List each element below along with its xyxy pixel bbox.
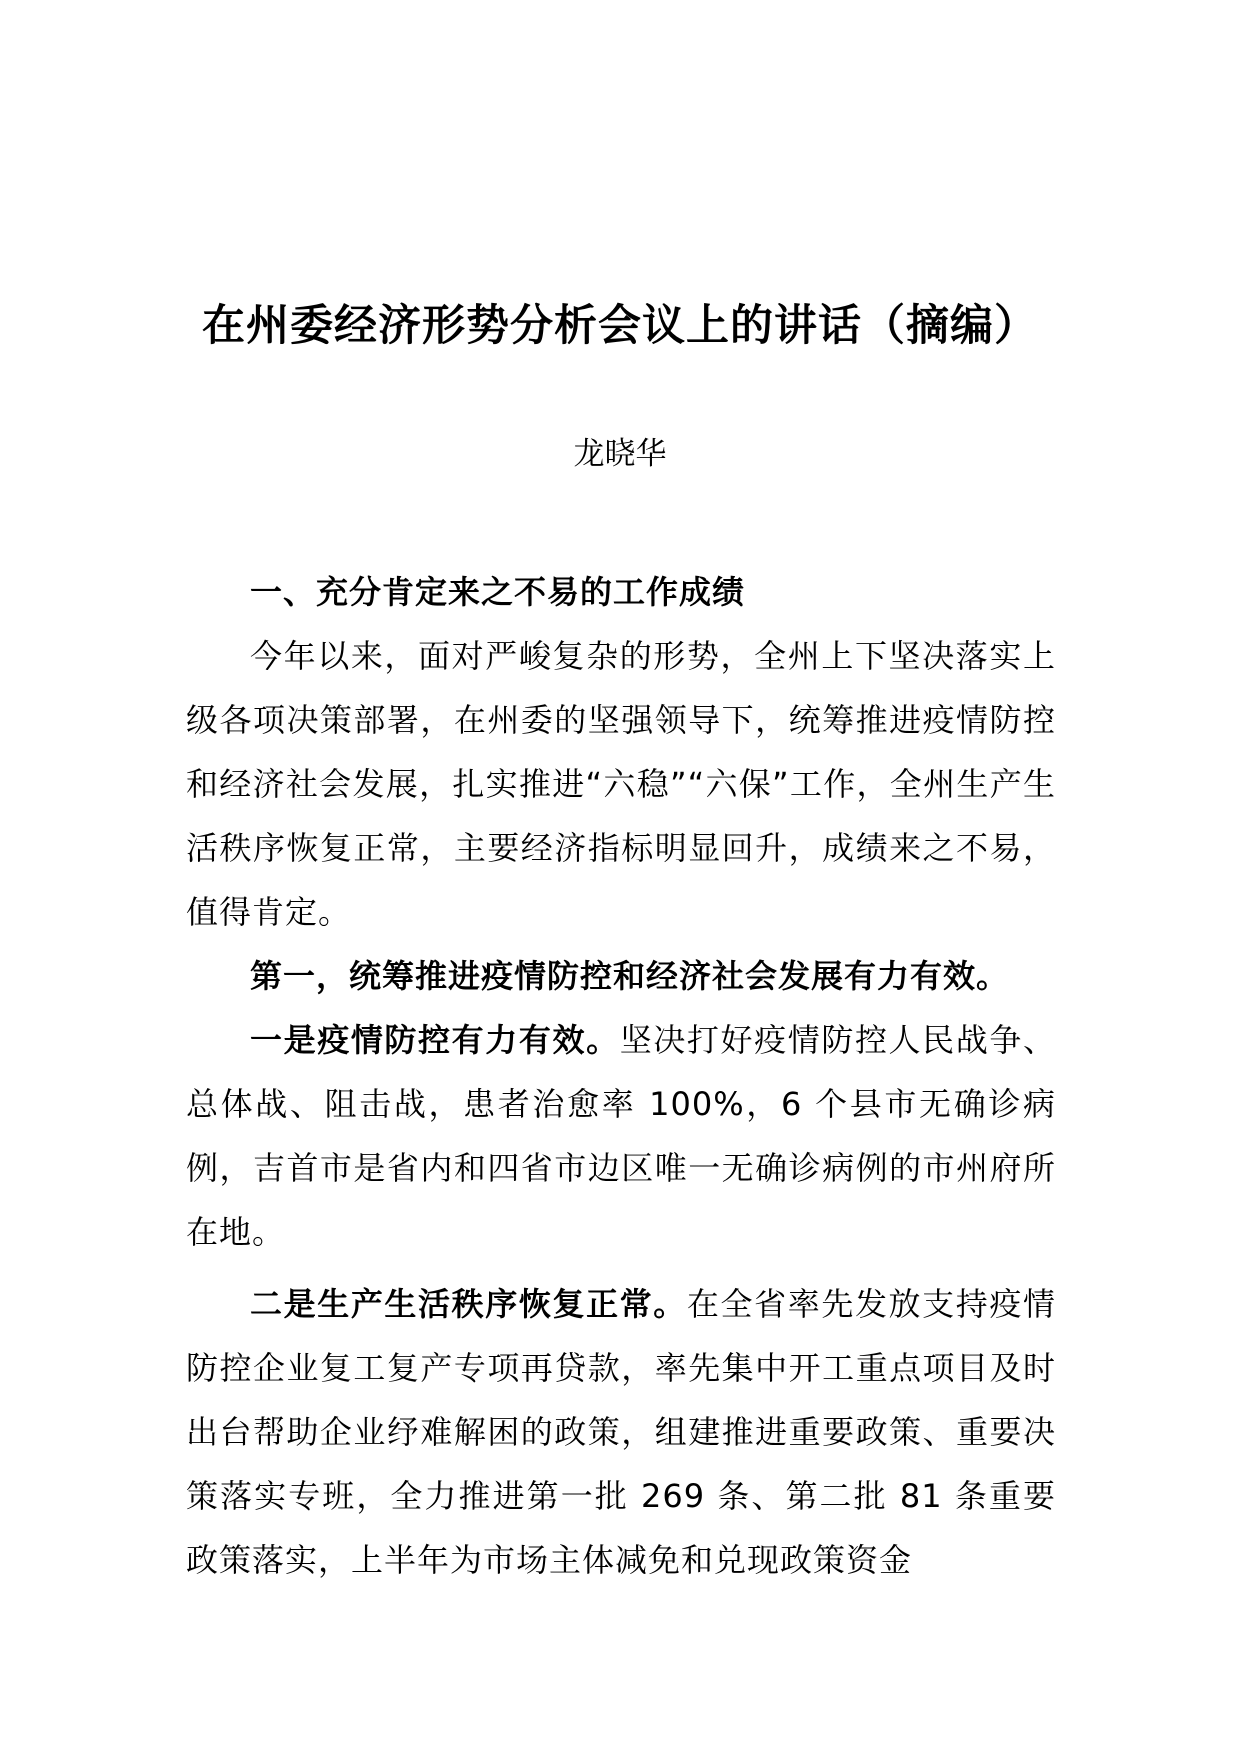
item-paragraph-2 [186, 1272, 1056, 1592]
intro-paragraph: 今年以来，面对严峻复杂的形势，全州上下坚决落实上级各项决策部署，在州委的坚强领导下，统筹推进疫情防控和经济社会发展，扎实推进“六稳”“六保”工作，全州生产生活秩序恢复正常，主要经济指标明显回升，成绩来之不易，值得肯定。 [186, 637, 1056, 931]
item-paragraph-1 [186, 1008, 1056, 1264]
item-text-2: 在全省率先发放支持疫情防控企业复工复产专项再贷款，率先集中开工重点项目及时出台帮助企业纾难解困的政策，组建推进重要政策、重要决策落实专班，全力推进第一批 269 条、第二批 81 条重要政策落实，上半年为市场主体减免和兑现政策资金 [186, 1285, 1056, 1579]
document-title: 在州委经济形势分析会议上的讲话（摘编） [202, 301, 1038, 351]
point-heading: 第一，统筹推进疫情防控和经济社会发展有力有效。 [250, 957, 1010, 995]
item-lead-1: 一是疫情防控有力有效。 [250, 1021, 620, 1059]
document-author: 龙晓华 [573, 436, 667, 472]
section-heading: 一、充分肯定来之不易的工作成绩 [250, 573, 746, 611]
item-text-1: 坚决打好疫情防控人民战争、总体战、阻击战，患者治愈率 100%，6 个县市无确诊病例，吉首市是省内和四省市边区唯一无确诊病例的市州府所在地。 [186, 1021, 1056, 1251]
item-lead-2: 二是生产生活秩序恢复正常。 [250, 1285, 687, 1323]
document-body [186, 560, 1056, 1592]
